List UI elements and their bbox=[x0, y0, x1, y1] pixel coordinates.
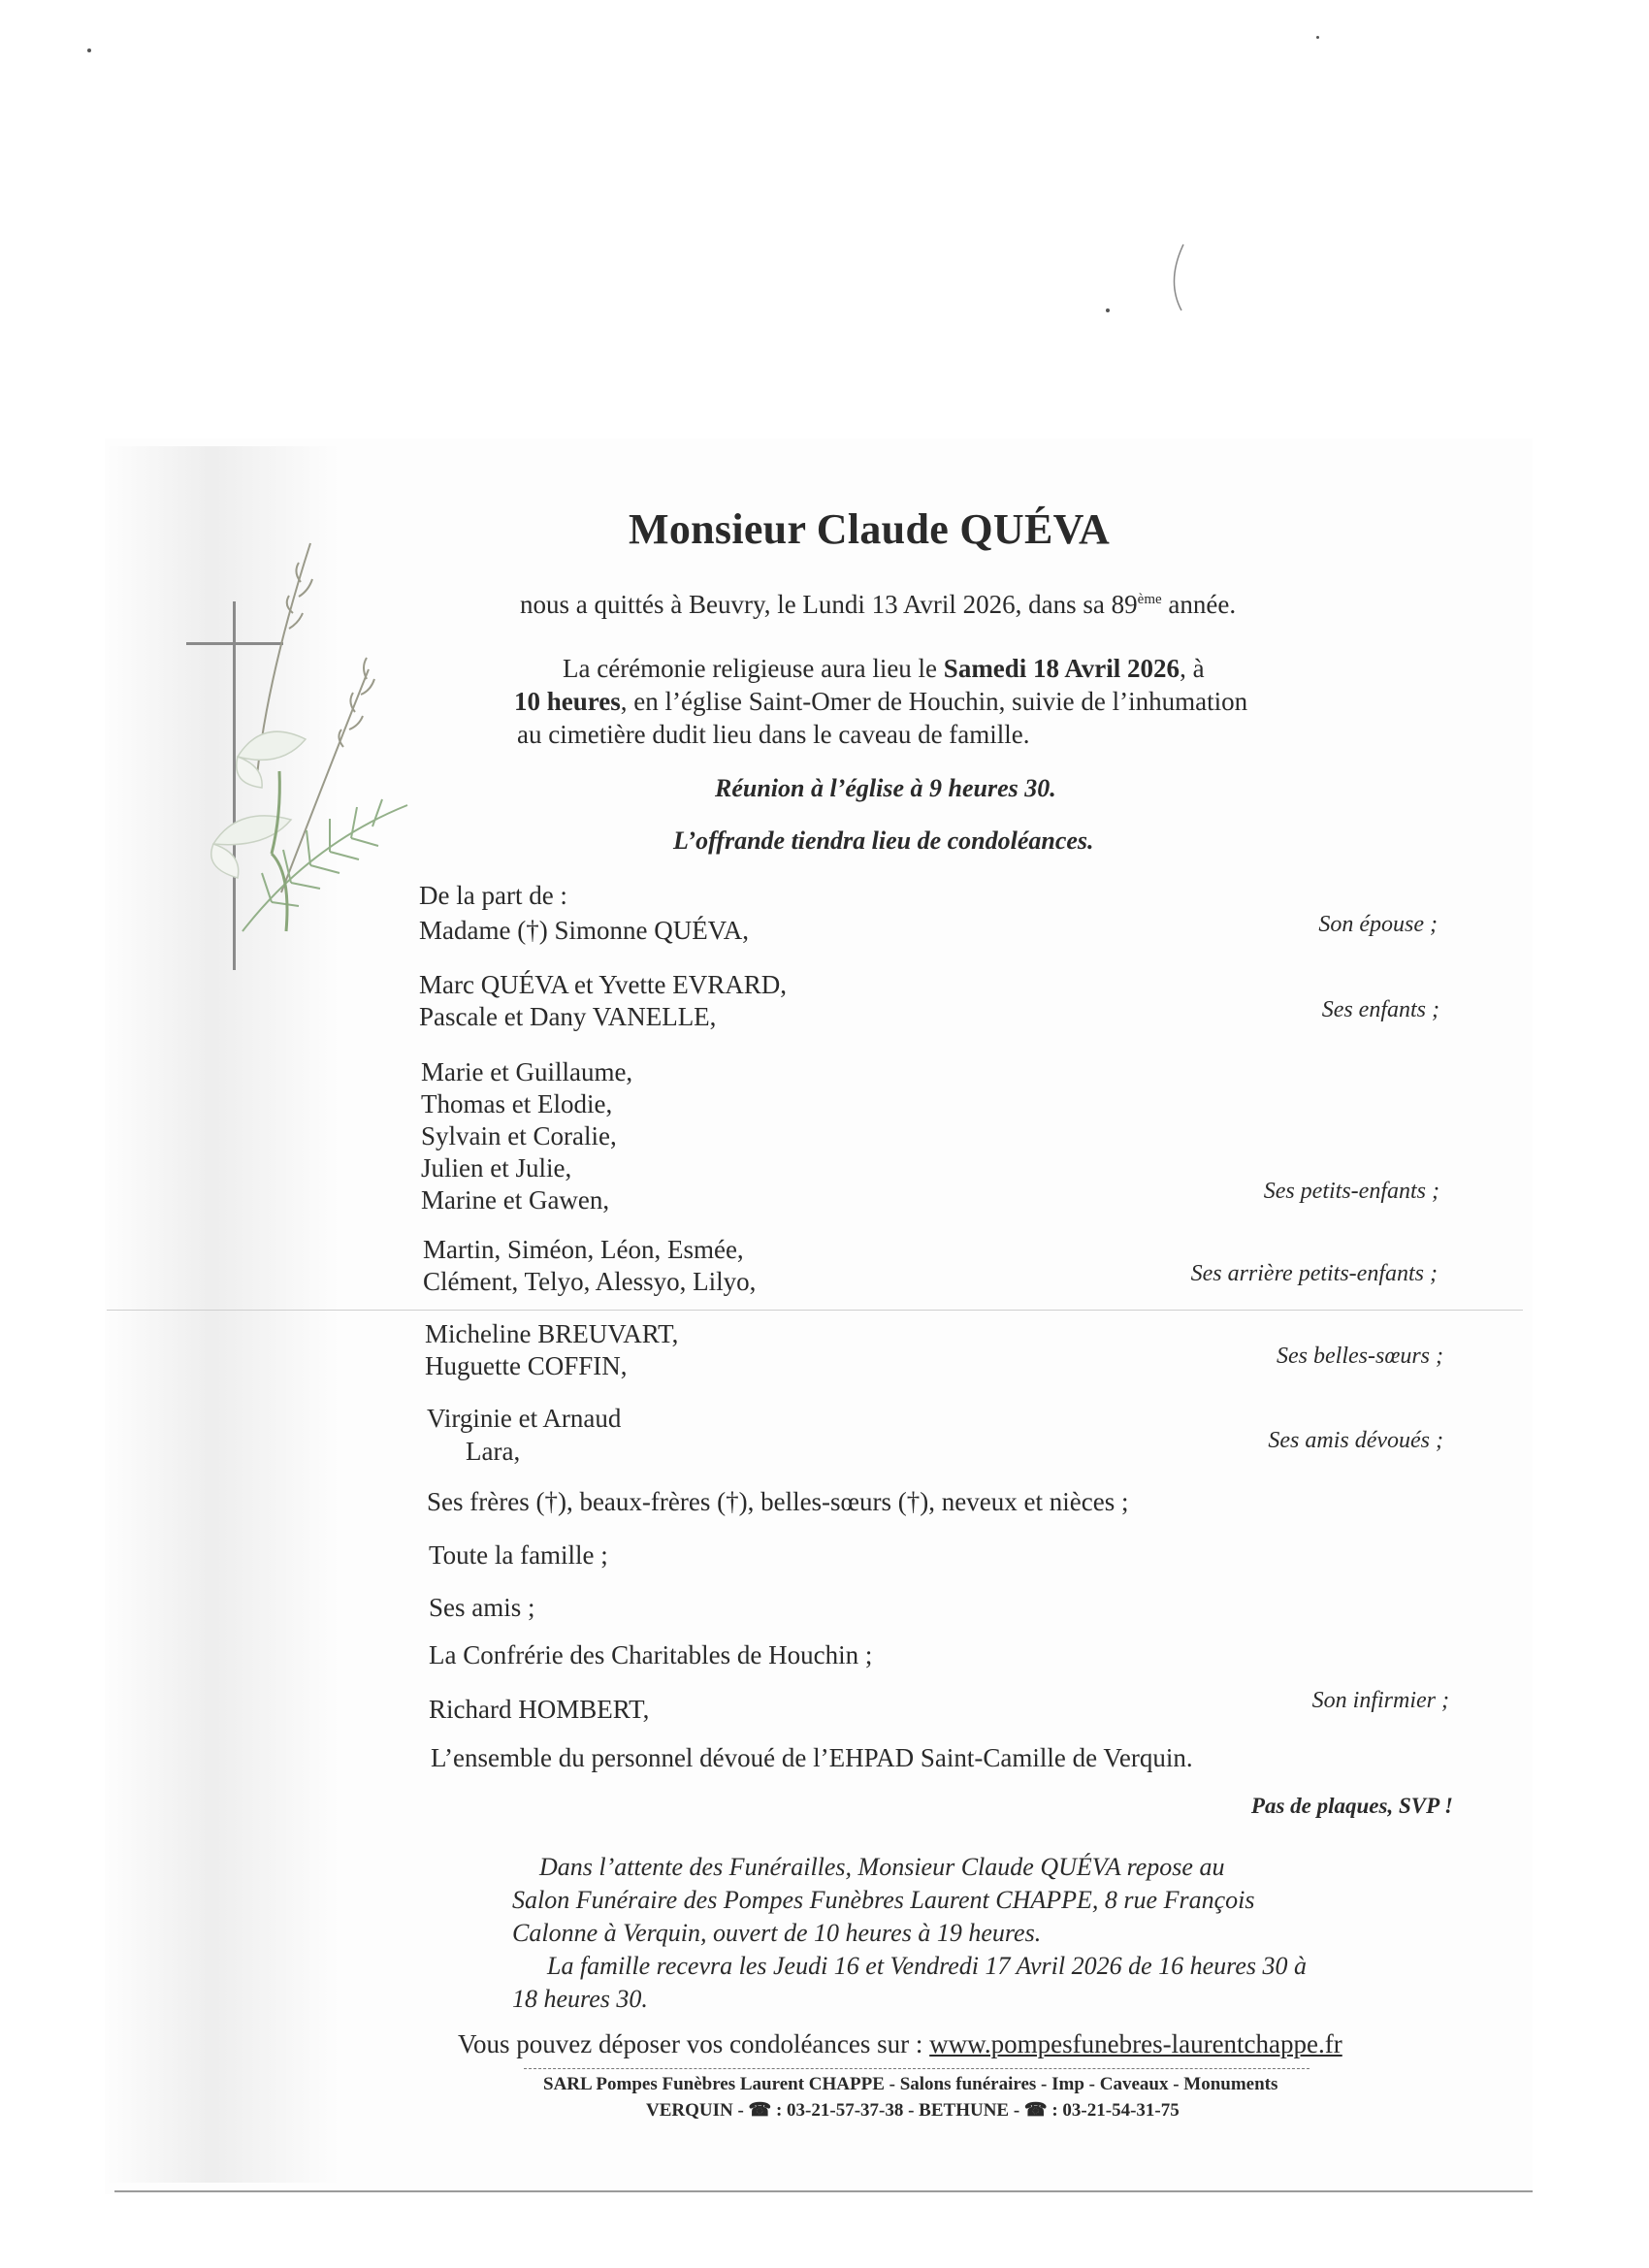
relation-label: Ses amis dévoués ; bbox=[1268, 1428, 1443, 1453]
footer-phones: VERQUIN - ☎ : 03-21-57-37-38 - BETHUNE - ☎ : 03-21-54-31-75 bbox=[646, 2100, 1180, 2121]
family-line: Madame (†) Simonne QUÉVA, bbox=[419, 916, 749, 945]
condolences-line bbox=[458, 2029, 1342, 2059]
condolences-link[interactable]: www.pompesfunebres-laurentchappe.fr bbox=[929, 2029, 1342, 2058]
relation-label: Ses petits-enfants ; bbox=[1263, 1179, 1439, 1204]
family-line: Sylvain et Coralie, bbox=[421, 1121, 617, 1150]
ceremony-text: La cérémonie religieuse aura lieu le bbox=[563, 654, 944, 683]
family-line: La Confrérie des Charitables de Houchin ; bbox=[429, 1640, 873, 1669]
family-line: Ses amis ; bbox=[429, 1593, 535, 1622]
family-line: Thomas et Elodie, bbox=[421, 1089, 613, 1118]
scan-speck bbox=[1316, 36, 1319, 39]
family-line: Marine et Gawen, bbox=[421, 1185, 610, 1215]
death-line-sup: ème bbox=[1137, 592, 1162, 607]
family-line: Clément, Telyo, Alessyo, Lilyo, bbox=[423, 1267, 757, 1296]
ceremony-line-1 bbox=[563, 654, 1205, 684]
de-la-part-label: De la part de : bbox=[419, 881, 567, 910]
family-line: Pascale et Dany VANELLE, bbox=[419, 1002, 717, 1031]
relation-label: Son infirmier ; bbox=[1311, 1688, 1449, 1713]
family-line: Ses frères (†), beaux-frères (†), belles-sœurs (†), neveux et nièces ; bbox=[427, 1487, 1129, 1516]
card-edge bbox=[114, 2190, 1533, 2192]
scan-speck bbox=[87, 49, 91, 52]
reunion-line: Réunion à l’église à 9 heures 30. bbox=[715, 774, 1056, 802]
family-line: Martin, Siméon, Léon, Esmée, bbox=[423, 1235, 744, 1264]
relation-label: Ses arrière petits-enfants ; bbox=[1190, 1261, 1438, 1286]
cross-lily-decoration bbox=[146, 524, 417, 970]
condolences-prefix: Vous pouvez déposer vos condoléances sur : bbox=[458, 2029, 930, 2058]
family-line: Lara, bbox=[466, 1437, 521, 1466]
ceremony-text: , à bbox=[1180, 654, 1205, 683]
family-line: Julien et Julie, bbox=[421, 1153, 572, 1183]
family-line: Richard HOMBERT, bbox=[429, 1695, 650, 1724]
no-plaques-note: Pas de plaques, SVP ! bbox=[1250, 1794, 1453, 1818]
relation-label: Ses belles-sœurs ; bbox=[1277, 1344, 1443, 1369]
death-line bbox=[520, 590, 1236, 620]
relation-label: Ses enfants ; bbox=[1321, 997, 1439, 1022]
funeral-home-line: La famille recevra les Jeudi 16 et Vendredi 17 Avril 2026 de 16 heures 30 à bbox=[547, 1952, 1307, 1980]
death-line-suffix: année. bbox=[1161, 590, 1237, 619]
family-line: Toute la famille ; bbox=[429, 1540, 608, 1570]
family-line: L’ensemble du personnel dévoué de l’EHPAD Saint-Camille de Verquin. bbox=[431, 1743, 1193, 1772]
cross-icon bbox=[186, 601, 283, 970]
fold-line bbox=[107, 1310, 1523, 1311]
footer-divider bbox=[524, 2068, 1310, 2069]
page-title: Monsieur Claude QUÉVA bbox=[629, 505, 1111, 553]
ceremony-date: Samedi 18 Avril 2026 bbox=[943, 654, 1180, 683]
family-line: Marie et Guillaume, bbox=[421, 1057, 633, 1086]
family-line: Marc QUÉVA et Yvette EVRARD, bbox=[419, 970, 787, 999]
funeral-home-line: Dans l’attente des Funérailles, Monsieur Claude QUÉVA repose au bbox=[539, 1853, 1225, 1881]
funeral-home-line: Calonne à Verquin, ouvert de 10 heures à 19 heures. bbox=[512, 1919, 1042, 1947]
death-line-prefix: nous a quittés à Beuvry, le Lundi 13 Avril 2026, dans sa 89 bbox=[520, 590, 1138, 619]
funeral-home-line: Salon Funéraire des Pompes Funèbres Laurent CHAPPE, 8 rue François bbox=[512, 1886, 1255, 1914]
pencil-mark bbox=[1164, 243, 1203, 320]
family-line: Micheline BREUVART, bbox=[425, 1319, 679, 1348]
footer-company: SARL Pompes Funèbres Laurent CHAPPE - Salons funéraires - Imp - Caveaux - Monuments bbox=[543, 2074, 1278, 2094]
family-line: Virginie et Arnaud bbox=[427, 1404, 622, 1433]
ceremony-text: , en l’église Saint-Omer de Houchin, suivie de l’inhumation bbox=[620, 687, 1248, 716]
offrande-line: L’offrande tiendra lieu de condoléances. bbox=[673, 826, 1094, 855]
relation-label: Son épouse ; bbox=[1318, 912, 1438, 937]
ceremony-line-2 bbox=[514, 687, 1247, 717]
scan-speck bbox=[1106, 308, 1110, 312]
ceremony-time: 10 heures bbox=[514, 687, 621, 716]
funeral-home-line: 18 heures 30. bbox=[512, 1985, 648, 2013]
family-line: Huguette COFFIN, bbox=[425, 1351, 628, 1380]
ceremony-line-3: au cimetière dudit lieu dans le caveau de famille. bbox=[517, 720, 1030, 749]
